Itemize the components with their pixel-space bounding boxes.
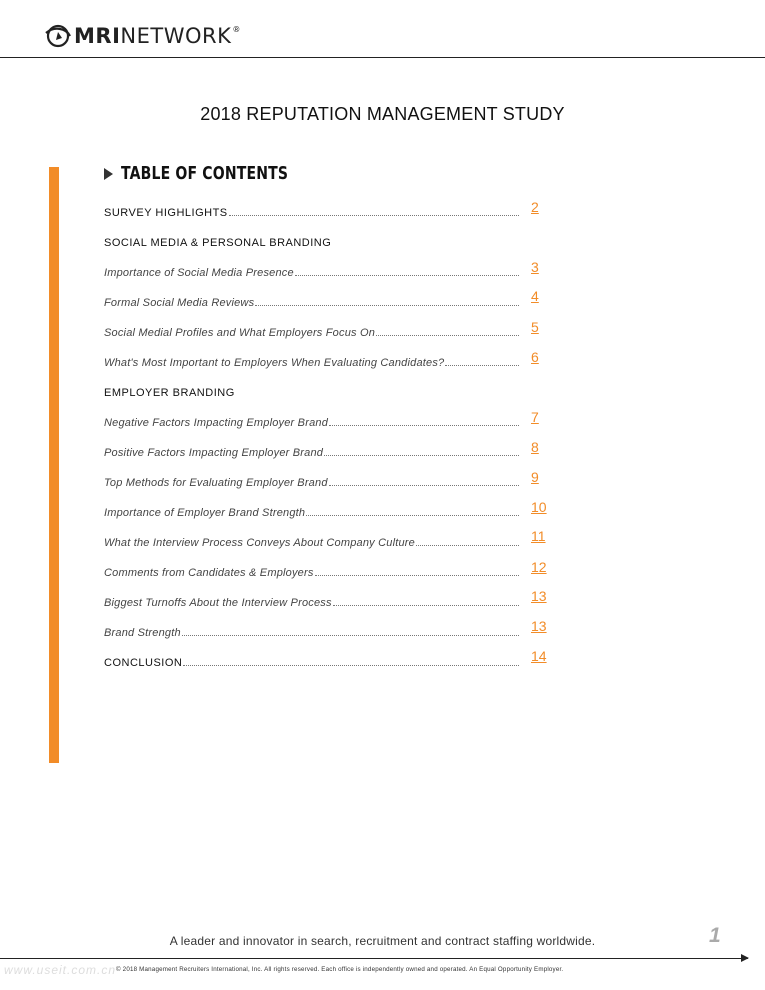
arrow-right-icon — [741, 954, 749, 962]
footer-rule — [0, 958, 748, 959]
toc-page-link[interactable]: 11 — [531, 528, 546, 544]
toc-entry-most-important[interactable]: What's Most Important to Employers When Evaluating Candidates? — [104, 353, 519, 369]
toc-page-link[interactable]: 12 — [531, 559, 547, 575]
toc-page-link[interactable]: 4 — [531, 288, 539, 304]
toc-page-link[interactable]: 10 — [531, 499, 547, 515]
toc-entry-survey-highlights[interactable]: SURVEY HIGHLIGHTS — [104, 203, 519, 219]
toc-page-link[interactable]: 14 — [531, 648, 547, 664]
toc-entry-comments[interactable]: Comments from Candidates & Employers — [104, 563, 519, 579]
logo-wordmark: MRINETWORK® — [74, 23, 241, 48]
copyright-notice: © 2018 Management Recruiters International, Inc. All rights reserved. Each office is independently owned and operated. An Equal Opportunity Employer. — [116, 966, 564, 973]
accent-sidebar-bar — [49, 167, 59, 763]
toc-section-social-media: SOCIAL MEDIA & PERSONAL BRANDING — [104, 237, 332, 249]
header-divider — [0, 57, 765, 58]
toc-page-link[interactable]: 13 — [531, 618, 547, 634]
toc-entry-social-media-presence[interactable]: Importance of Social Media Presence — [104, 263, 519, 279]
document-title: 2018 REPUTATION MANAGEMENT STUDY — [200, 104, 565, 124]
toc-page-link[interactable]: 6 — [531, 349, 539, 365]
toc-entry-interview-culture[interactable]: What the Interview Process Conveys About Company Culture — [104, 533, 519, 549]
toc-page-link[interactable]: 3 — [531, 259, 539, 275]
toc-entry-turnoffs[interactable]: Biggest Turnoffs About the Interview Process — [104, 593, 519, 609]
toc-entry-top-methods[interactable]: Top Methods for Evaluating Employer Brand — [104, 473, 519, 489]
toc-entry-social-profiles[interactable]: Social Medial Profiles and What Employers Focus On — [104, 323, 519, 339]
toc-entry-negative-factors[interactable]: Negative Factors Impacting Employer Brand — [104, 413, 519, 429]
footer-tagline: A leader and innovator in search, recruitment and contract staffing worldwide. — [169, 934, 596, 948]
toc-page-link[interactable]: 2 — [531, 199, 539, 215]
toc-page-link[interactable]: 8 — [531, 439, 539, 455]
toc-entry-formal-reviews[interactable]: Formal Social Media Reviews — [104, 293, 519, 309]
triangle-bullet-icon — [104, 168, 113, 180]
toc-page-link[interactable]: 5 — [531, 319, 539, 335]
toc-page-link[interactable]: 13 — [531, 588, 547, 604]
toc-entry-positive-factors[interactable]: Positive Factors Impacting Employer Brand — [104, 443, 519, 459]
toc-entry-brand-strength-importance[interactable]: Importance of Employer Brand Strength — [104, 503, 519, 519]
page-number: 1 — [709, 924, 721, 947]
watermark: www.useit.com.cn — [4, 963, 117, 977]
toc-entry-conclusion[interactable]: CONCLUSION — [104, 653, 519, 669]
toc-page-link[interactable]: 9 — [531, 469, 539, 485]
toc-section-employer-branding: EMPLOYER BRANDING — [104, 387, 235, 399]
toc-heading: TABLE OF CONTENTS — [104, 163, 335, 184]
mri-network-logo — [44, 22, 241, 50]
toc-page-link[interactable]: 7 — [531, 409, 539, 425]
globe-swirl-icon — [44, 22, 72, 50]
toc-entry-brand-strength[interactable]: Brand Strength — [104, 623, 519, 639]
